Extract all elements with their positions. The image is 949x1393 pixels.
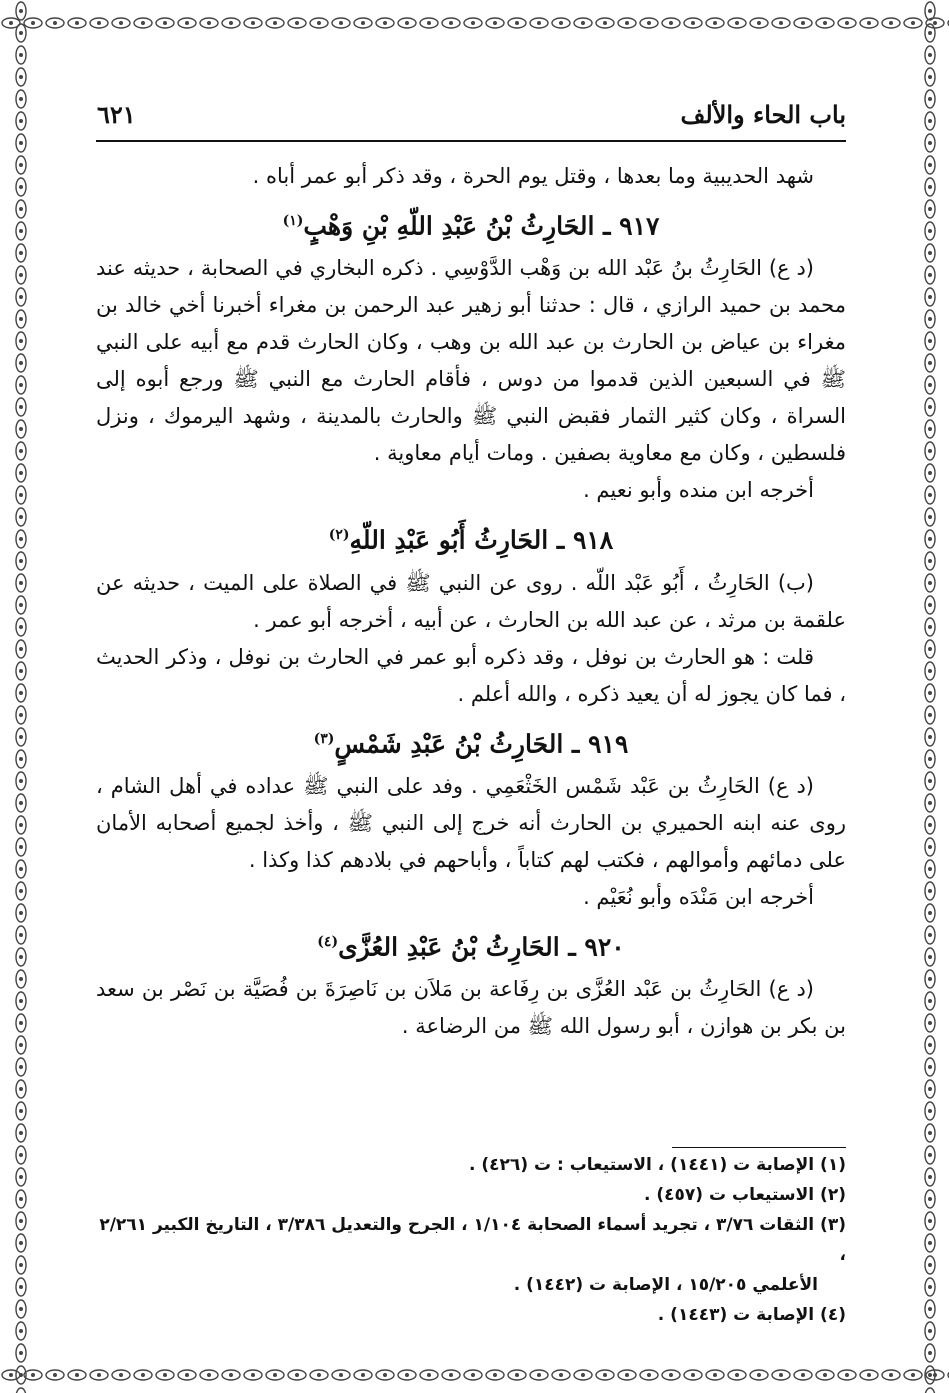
footnote-rule <box>672 1147 846 1148</box>
entry-heading: ٩١٨ ـ الحَارِثُ أَبُو عَبْدِ اللّهِ <box>349 525 614 555</box>
entry-paragraph-918: (ب) الحَارِثُ ، أَبُو عَبْد اللّه . روى عن النبي ﷺ في الصلاة على الميت ، حديثه عن علقمة بن مرثد ، عن عبد الله بن الحارث ، عن أبيه ، أخرجه أبو عمر . <box>96 570 846 632</box>
entry-title-920 <box>96 922 846 967</box>
entry-paragraph-920: (د ع) الحَارِثُ بن عَبْد العُزَّى بن رِفَاعة بن مَلاَن بن نَاصِرَةَ بن فُصَيَّة بن نَصْر بن سعد بن بكر بن هوازن ، أبو رسول الله ﷺ من الرضاعة . <box>96 977 846 1039</box>
footnote-3: (٣) الثقات ٣/٧٦ ، تجريد أسماء الصحابة ١/١٠٤ ، الجرح والتعديل ٣/٣٨٦ ، التاريخ الكبير ٢/٢٦١ ، <box>99 1215 846 1265</box>
entry-title-917 <box>96 201 846 246</box>
top-border-ornament <box>0 14 949 32</box>
chapter-title: باب الحاء والألف <box>680 100 846 129</box>
continuation-paragraph: شهد الحديبية وما بعدها ، وقتل يوم الحرة ، وقد ذكر أبو عمر أباه . <box>252 164 814 188</box>
footnotes <box>96 1150 846 1330</box>
entry-paragraph-919: (د ع) الحَارِثُ بن عَبْد شَمْس الخَثْعَمِي . وفد على النبي ﷺ عداده في أهل الشام ، روى عنه ابنه الحميري بن الحارث أنه خرج إلى النبي ﷺ ، وأخذ لجميع أصحابه الأمان على دمائهم وأموالهم ، فكتب لهم كتاباً ، وأباحهم في بلادهم كذا وكذا . <box>96 773 846 872</box>
header-rule <box>96 140 846 142</box>
footnote-marker: (٢) <box>328 527 350 544</box>
bottom-border-ornament <box>0 1366 949 1384</box>
footnote-2: (٢) الاستيعاب ت (٤٥٧) . <box>644 1185 846 1205</box>
entry-heading: ٩١٩ ـ الحَارِثُ بْنُ عَبْدِ شَمْسٍ <box>334 728 629 758</box>
entry-title-918 <box>96 515 846 560</box>
entry-paragraph-917: (د ع) الحَارِثُ بنُ عَبْد الله بن وَهْب الدَّوْسِي . ذكره البخاري في الصحابة ، حديثه عند محمد بن حميد الرازي ، قال : حدثنا أبو زهير عبد الرحمن بن مغراء أخبرنا أخي خالد بن مغراء بن عياض بن الحارث بن عبد الله بن وهب ، وكان الحارث قدم مع أبيه على النبي ﷺ في السبعين الذين قدموا من دوس ، فأقام الحارث مع النبي ﷺ ورجع أبوه إلى السراة ، وكان كثير الثمار فقبض النبي ﷺ والحارث بالمدينة ، وشهد اليرموك ، ونزل فلسطين ، وكان مع معاوية بصفين . ومات أيام معاوية . <box>96 256 846 466</box>
entry-heading: ٩١٧ ـ الحَارِثُ بْنُ عَبْدِ اللّهِ بْنِ وَهْبٍ <box>303 211 660 241</box>
footnote-3-continued: الأعلمي ١٥/٢٠٥ ، الإصابة ت (١٤٤٢) . <box>513 1275 818 1295</box>
footnote-marker: (٣) <box>313 730 335 747</box>
footnote-marker: (٤) <box>317 933 339 950</box>
footnote-marker: (١) <box>282 213 304 229</box>
entry-title-919 <box>96 719 846 764</box>
entry-heading: ٩٢٠ ـ الحَارِثُ بْنُ عَبْدِ العُزَّى <box>338 932 625 962</box>
page-number: ٦٢١ <box>97 100 136 129</box>
footnote-4: (٤) الإصابة ت (١٤٤٣) . <box>657 1305 846 1325</box>
main-text <box>96 158 846 1045</box>
entry-source-917: أخرجه ابن منده وأبو نعيم . <box>583 478 814 503</box>
left-border-ornament <box>12 0 30 1393</box>
footnote-1: (١) الإصابة ت (١٤٤١) ، الاستيعاب : ت (٤٢٦) . <box>469 1155 846 1175</box>
entry-source-919: أخرجه ابن مَنْدَه وأبو نُعَيْم . <box>583 884 814 909</box>
right-border-ornament <box>921 0 939 1393</box>
entry-comment-918: قلت : هو الحارث بن نوفل ، وقد ذكره أبو عمر في الحارث بن نوفل ، وذكر الحديث ، فما كان يجوز له أن يعيد ذكره ، والله أعلم . <box>96 644 846 706</box>
